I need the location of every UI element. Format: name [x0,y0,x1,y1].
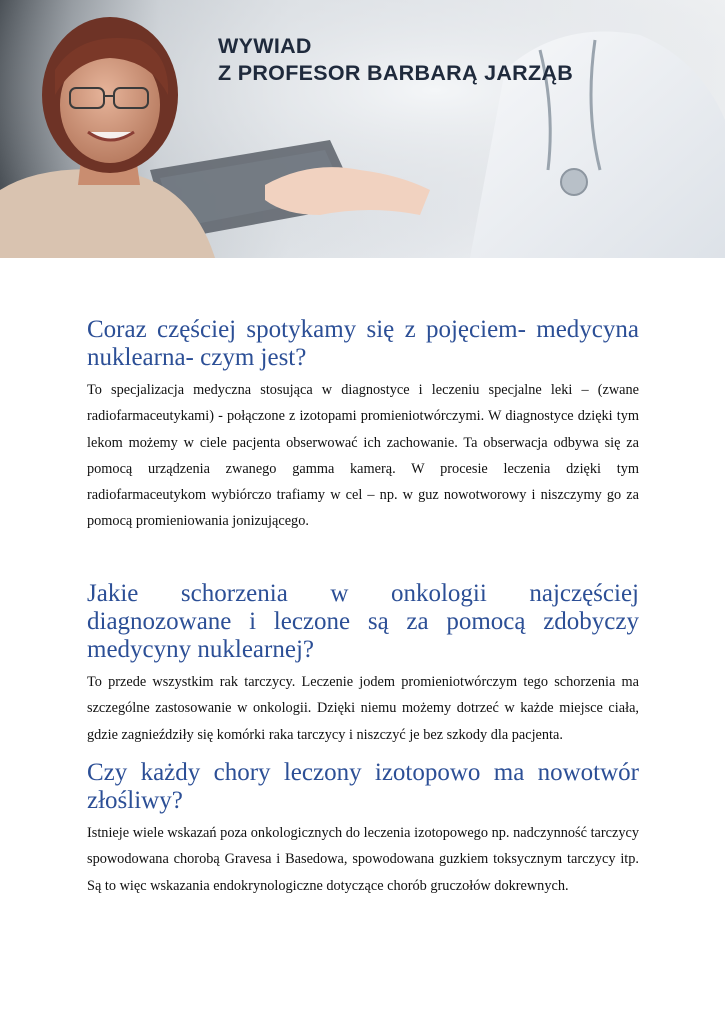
banner-title-line-1: WYWIAD [218,34,312,58]
interview-section-1 [87,316,639,535]
answer-paragraph-2: To przede wszystkim rak tarczycy. Leczenie jodem promieniotwórczym tego schorzenia ma szczególne zastosowanie w onkologii. Dzięki niemu możemy dotrzeć w każde miejsce ciała, gdzie zagnieździły się komórki raka tarczycy i niszczyć je bez szkody dla pacjenta. [87,674,639,743]
banner-title [218,33,573,87]
question-heading-3: Czy każdy chory leczony izotopowo ma nowotwór złośliwy? [87,759,639,814]
answer-paragraph-3: Istnieje wiele wskazań poza onkologicznych do leczenia izotopowego np. nadczynność tarczycy spowodowana chorobą Gravesa i Basedowa, spowodowana guzkiem toksycznym tarczycy itp. Są to więc wskazania endokrynologiczne dotyczące chorób gruczołów dokrewnych. [87,825,639,894]
question-heading-2: Jakie schorzenia w onkologii najczęściej diagnozowane i leczone są za pomocą zdobyczy medycyny nuklearnej? [87,580,639,663]
answer-paragraph-1: To specjalizacja medyczna stosująca w diagnostyce i leczeniu specjalne leki – (zwane radiofarmaceutykami) - połączone z izotopami promieniotwórczymi. W diagnostyce dzięki tym lekom możemy w ciele pacjenta obserwować ich zachowanie. Ta obserwacja odbywa się za pomocą urządzenia zwanego gamma kamerą. W procesie leczenia dzięki tym radiofarmaceutykom wybiórczo trafiamy w cel – np. w guz nowotworowy i niszczymy go za pomocą promieniowania jonizującego. [87,382,639,530]
interview-section-2 [87,580,639,748]
interview-section-3 [87,759,639,899]
banner-title-line-2: Z PROFESOR BARBARĄ JARZĄB [218,61,574,85]
header-banner [0,0,725,258]
question-heading-1: Coraz częściej spotykamy się z pojęciem- medycyna nuklearna- czym jest? [87,316,639,371]
